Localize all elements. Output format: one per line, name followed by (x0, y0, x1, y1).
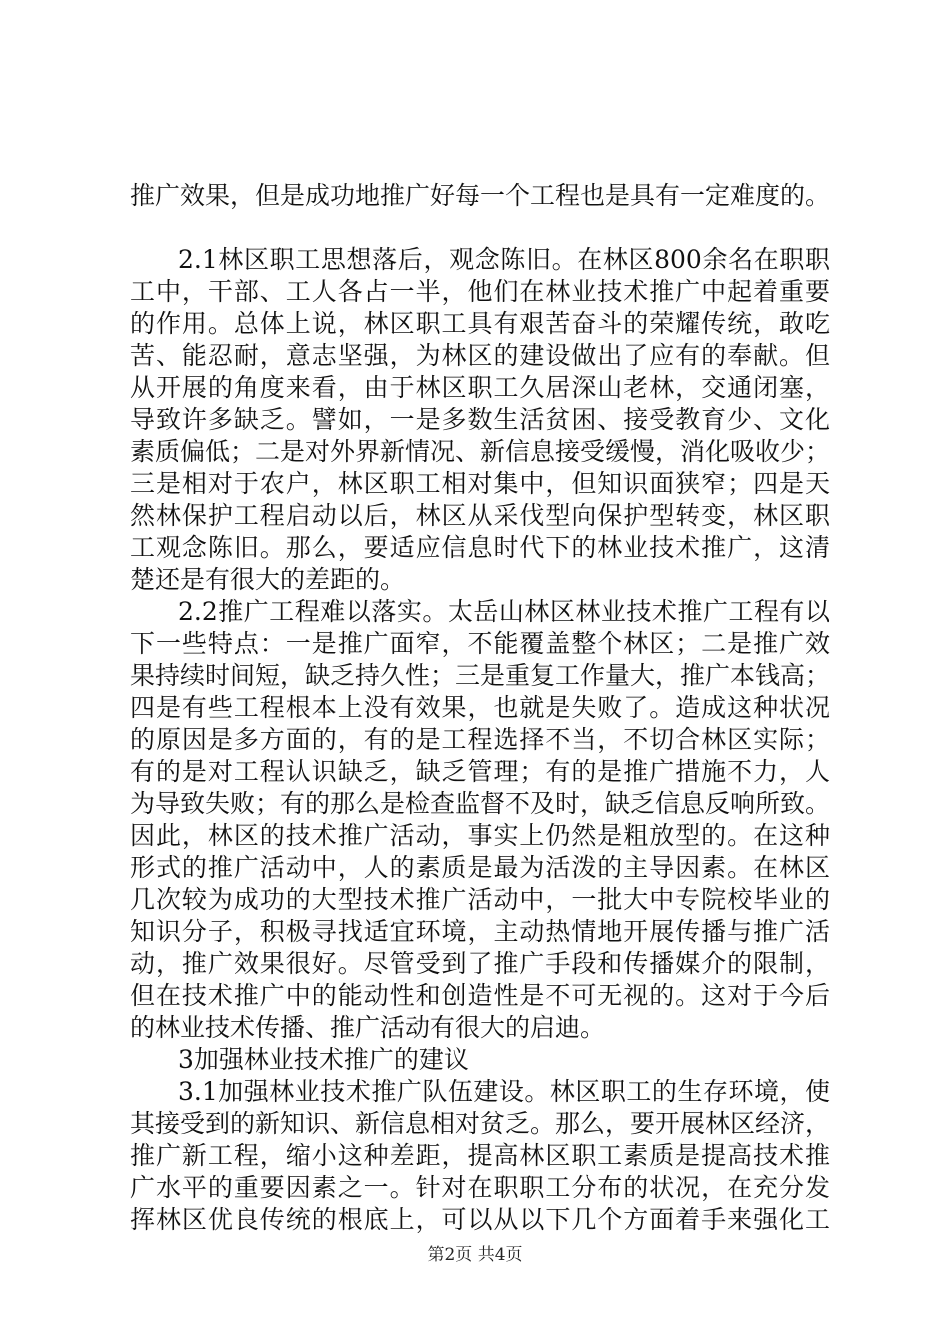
text-line: 苦、能忍耐，意志坚强，为林区的建设做出了应有的奉献。但 (130, 341, 830, 370)
text-line: 四是有些工程根本上没有效果，也就是失败了。造成这种状况 (130, 693, 830, 722)
section-heading: 3加强林业技术推广的建议 (178, 1045, 469, 1074)
text-line: 推广效果，但是成功地推广好每一个工程也是具有一定难度的。 (130, 181, 831, 210)
text-line: 形式的推广活动中，人的素质是最为活泼的主导因素。在林区 (130, 853, 830, 882)
text-line: 导致许多缺乏。譬如，一是多数生活贫困、接受教育少、文化 (130, 405, 830, 434)
text-line: 素质偏低；二是对外界新情况、新信息接受缓慢，消化吸收少； (130, 437, 831, 466)
text-line: 的作用。总体上说，林区职工具有艰苦奋斗的荣耀传统，敢吃 (130, 309, 830, 338)
text-line: 楚还是有很大的差距的。 (130, 565, 406, 594)
text-line: 知识分子，积极寻找适宜环境，主动热情地开展传播与推广活 (130, 917, 830, 946)
text-line: 工中，干部、工人各占一半，他们在林业技术推广中起着重要 (130, 277, 830, 306)
text-line: 三是相对于农户，林区职工相对集中，但知识面狭窄；四是天 (130, 469, 830, 498)
text-line: 推广新工程，缩小这种差距，提高林区职工素质是提高技术推 (130, 1141, 830, 1170)
text-line: 的原因是多方面的，有的是工程选择不当，不切合林区实际； (130, 725, 830, 754)
text-line: 挥林区优良传统的根底上，可以从以下几个方面着手来强化工 (130, 1205, 830, 1234)
text-line: 2.1林区职工思想落后，观念陈旧。在林区800余名在职职 (178, 245, 830, 274)
text-line: 的林业技术传播、推广活动有很大的启迪。 (130, 1013, 606, 1042)
text-line: 几次较为成功的大型技术推广活动中，一批大中专院校毕业的 (130, 885, 830, 914)
text-line: 但在技术推广中的能动性和创造性是不可无视的。这对于今后 (130, 981, 830, 1010)
text-line: 有的是对工程认识缺乏，缺乏管理；有的是推广措施不力，人 (130, 757, 830, 786)
text-line: 果持续时间短，缺乏持久性；三是重复工作量大，推广本钱高； (130, 661, 831, 690)
text-line: 为导致失败；有的那么是检查监督不及时，缺乏信息反响所致。 (130, 789, 831, 818)
text-line: 2.2推广工程难以落实。太岳山林区林业技术推广工程有以 (178, 597, 830, 626)
text-line: 下一些特点：一是推广面窄，不能覆盖整个林区；二是推广效 (130, 629, 830, 658)
text-line: 工观念陈旧。那么，要适应信息时代下的林业技术推广，这清 (130, 533, 830, 562)
text-line: 然林保护工程启动以后，林区从采伐型向保护型转变，林区职 (130, 501, 830, 530)
text-line: 动，推广效果很好。尽管受到了推广手段和传播媒介的限制， (130, 949, 830, 978)
text-line: 广水平的重要因素之一。针对在职职工分布的状况，在充分发 (130, 1173, 830, 1202)
text-line: 因此，林区的技术推广活动，事实上仍然是粗放型的。在这种 (130, 821, 830, 850)
text-line: 其接受到的新知识、新信息相对贫乏。那么，要开展林区经济， (130, 1109, 831, 1138)
text-line: 从开展的角度来看，由于林区职工久居深山老林，交通闭塞， (130, 373, 830, 402)
text-line: 3.1加强林业技术推广队伍建设。林区职工的生存环境，使 (178, 1077, 830, 1106)
page-footer: 第2页 共4页 (427, 1245, 523, 1265)
